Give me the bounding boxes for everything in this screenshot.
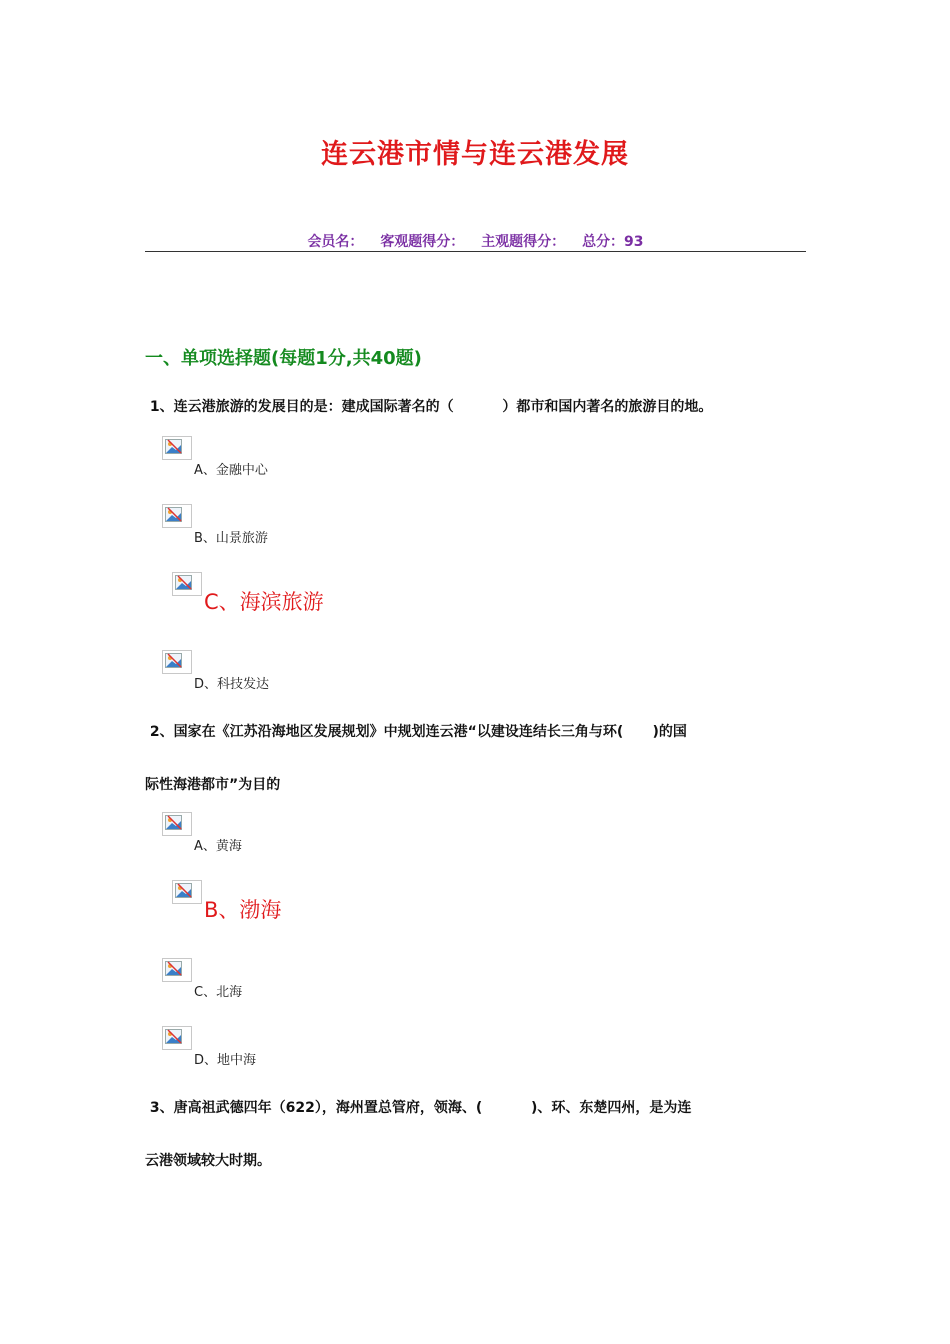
question-3-text-line2: 云港领域较大时期。 bbox=[145, 1153, 271, 1169]
broken-image-icon bbox=[172, 880, 202, 904]
broken-image-icon bbox=[162, 504, 192, 528]
header-divider bbox=[145, 251, 806, 252]
broken-image-icon bbox=[162, 812, 192, 836]
option-q1-d[interactable]: D、科技发达 bbox=[194, 677, 270, 692]
broken-image-icon bbox=[172, 572, 202, 596]
broken-image-icon bbox=[162, 958, 192, 982]
option-q2-b-selected[interactable]: B、渤海 bbox=[204, 898, 282, 922]
option-q2-d[interactable]: D、地中海 bbox=[194, 1053, 257, 1068]
document-title: 连云港市情与连云港发展 bbox=[321, 139, 629, 170]
option-q2-c[interactable]: C、北海 bbox=[194, 985, 243, 1000]
question-2-text-line1: 2、国家在《江苏沿海地区发展规划》中规划连云港“以建设连结长三角与环( )的国 bbox=[145, 724, 687, 740]
option-q1-a[interactable]: A、金融中心 bbox=[194, 463, 268, 478]
option-q2-a[interactable]: A、黄海 bbox=[194, 839, 242, 854]
objective-score-label: 客观题得分： bbox=[380, 234, 465, 250]
member-name-label: 会员名： bbox=[307, 234, 364, 250]
subjective-score-label: 主观题得分： bbox=[481, 234, 566, 250]
question-3-text-line1: 3、唐高祖武德四年（622），海州置总管府，领海、( )、环、东楚四州，是为连 bbox=[145, 1100, 692, 1116]
broken-image-icon bbox=[162, 1026, 192, 1050]
question-2-text-line2: 际性海港都市”为目的 bbox=[145, 777, 281, 793]
total-score-label: 总分：93 bbox=[582, 234, 644, 250]
option-q1-b[interactable]: B、山景旅游 bbox=[194, 531, 268, 546]
section-heading: 一、单项选择题(每题1分,共40题) bbox=[145, 348, 422, 369]
option-q1-c-selected[interactable]: C、海滨旅游 bbox=[204, 590, 324, 614]
question-1-text: 1、连云港旅游的发展目的是：建成国际著名的（ ）都市和国内著名的旅游目的地。 bbox=[145, 399, 713, 415]
score-bar bbox=[145, 231, 806, 251]
broken-image-icon bbox=[162, 650, 192, 674]
broken-image-icon bbox=[162, 436, 192, 460]
